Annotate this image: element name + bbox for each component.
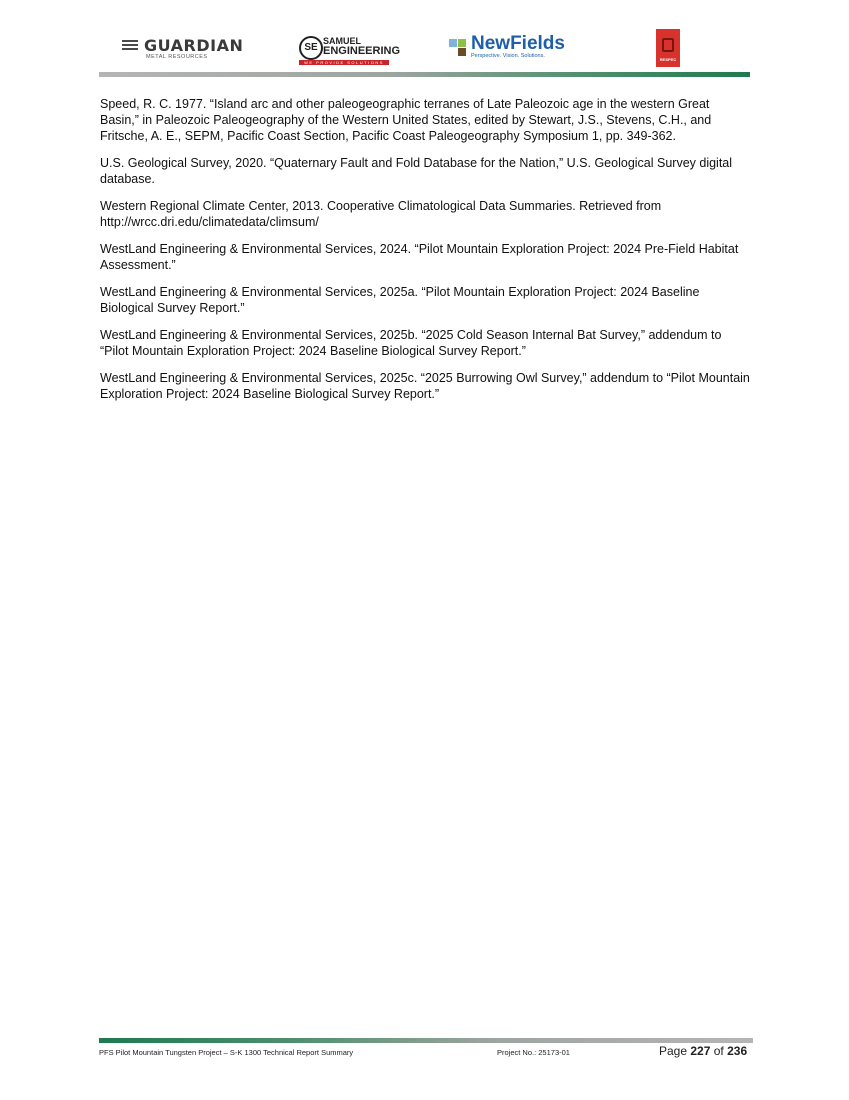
reference-entry: WestLand Engineering & Environmental Services, 2025b. “2025 Cold Season Internal Bat Survey,” addendum to “Pilot Mountain Exploration Project: 2024 Baseline Biological Survey Report.”: [100, 328, 722, 358]
samuel-logo-line2: ENGINEERING: [323, 45, 401, 57]
newfields-logo-tagline: Perspective. Vision. Solutions.: [471, 53, 545, 59]
reference-entry: U.S. Geological Survey, 2020. “Quaternary Fault and Fold Database for the Nation,” U.S. Geological Survey digital database.: [100, 156, 733, 186]
page-current: 227: [690, 1044, 711, 1058]
menu-lines-icon: [122, 40, 138, 52]
guardian-logo-subtitle: METAL RESOURCES: [146, 54, 208, 60]
newfields-square-icon: [458, 39, 466, 47]
references-list: [100, 96, 750, 413]
of-word: of: [713, 1044, 724, 1058]
page-total: 236: [727, 1044, 748, 1058]
samuel-logo-initials: SE: [299, 36, 323, 60]
reference-entry: WestLand Engineering & Environmental Services, 2024. “Pilot Mountain Exploration Project: 2024 Pre-Field Habitat Assessment.”: [100, 242, 739, 272]
newfields-square-icon: [458, 48, 466, 56]
guardian-logo-name: GUARDIAN: [144, 36, 244, 55]
reference-entry: WestLand Engineering & Environmental Services, 2025c. “2025 Burrowing Owl Survey,” addendum to “Pilot Mountain Exploration Project: 2024 Baseline Biological Survey Report.”: [100, 371, 750, 401]
respec-logo-name: RESPEC: [659, 57, 677, 62]
newfields-square-icon: [449, 39, 457, 47]
footer-report-title: PFS Pilot Mountain Tungsten Project – S-K 1300 Technical Report Summary: [99, 1048, 354, 1057]
reference-entry: Western Regional Climate Center, 2013. Cooperative Climatological Data Summaries. Retrieved from http://wrcc.dri.edu/climatedata/climsum/: [100, 199, 662, 229]
reference-entry: Speed, R. C. 1977. “Island arc and other paleogeographic terranes of Late Paleozoic age in the western Great Basin,” in Paleozoic Paleogeography of the Western United States, edited by Stewart, J.S., Stevens, C.H., and Fritsche, A. E., SEPM, Pacific Coast Section, Pacific Coast Paleogeography Symposium 1, pp. 349-362.: [100, 97, 712, 143]
respec-logo: [656, 29, 680, 67]
respec-mark-icon: [662, 38, 674, 52]
footer-rule: [99, 1038, 753, 1043]
page-word: Page: [659, 1044, 688, 1058]
samuel-logo-tagline: WE PROVIDE SOLUTIONS: [299, 60, 389, 65]
footer-page-number: [659, 1044, 747, 1058]
footer-project-number: Project No.: 25173-01: [497, 1048, 570, 1057]
reference-entry: WestLand Engineering & Environmental Services, 2025a. “Pilot Mountain Exploration Project: 2024 Baseline Biological Survey Report.”: [100, 285, 700, 315]
header-rule: [99, 72, 750, 77]
samuel-logo-line1: SAMUEL: [323, 36, 361, 46]
newfields-logo-name: NewFields: [471, 33, 565, 54]
